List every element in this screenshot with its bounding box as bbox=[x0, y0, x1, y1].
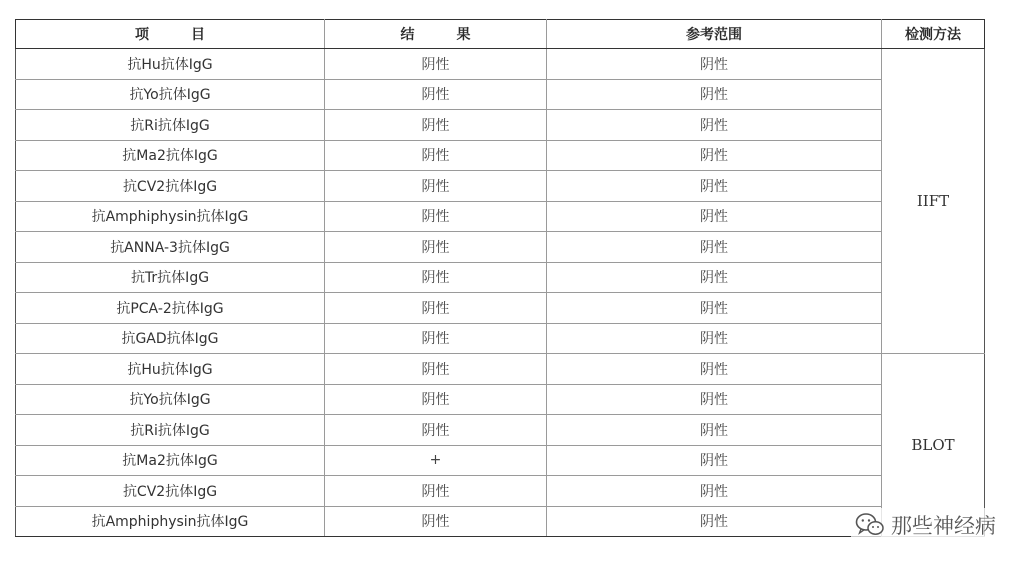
reference-cell: 阴性 bbox=[547, 506, 882, 537]
header-row bbox=[16, 20, 985, 49]
item-cell: 抗GAD抗体IgG bbox=[16, 323, 325, 354]
table-row bbox=[16, 79, 985, 110]
result-cell: 阴性 bbox=[325, 476, 547, 507]
reference-cell: 阴性 bbox=[547, 262, 882, 293]
table-row bbox=[16, 384, 985, 415]
reference-cell: 阴性 bbox=[547, 415, 882, 446]
header-result: 结 果 bbox=[325, 20, 547, 49]
result-cell: 阴性 bbox=[325, 140, 547, 171]
reference-cell: 阴性 bbox=[547, 476, 882, 507]
table-row bbox=[16, 506, 985, 537]
reference-cell: 阴性 bbox=[547, 49, 882, 80]
watermark bbox=[851, 508, 1000, 542]
table-row bbox=[16, 476, 985, 507]
reference-cell: 阴性 bbox=[547, 445, 882, 476]
reference-cell: 阴性 bbox=[547, 171, 882, 202]
result-cell: 阴性 bbox=[325, 293, 547, 324]
table-row bbox=[16, 110, 985, 141]
table-row bbox=[16, 445, 985, 476]
item-cell: 抗Ri抗体IgG bbox=[16, 415, 325, 446]
item-cell: 抗Yo抗体IgG bbox=[16, 384, 325, 415]
result-cell: 阴性 bbox=[325, 415, 547, 446]
item-cell: 抗Ma2抗体IgG bbox=[16, 140, 325, 171]
reference-cell: 阴性 bbox=[547, 354, 882, 385]
report-table bbox=[15, 19, 985, 537]
result-cell: + bbox=[325, 445, 547, 476]
table-row bbox=[16, 232, 985, 263]
item-cell: 抗Ri抗体IgG bbox=[16, 110, 325, 141]
item-cell: 抗Amphiphysin抗体IgG bbox=[16, 506, 325, 537]
result-cell: 阴性 bbox=[325, 110, 547, 141]
wechat-icon bbox=[855, 512, 885, 538]
watermark-text: 那些神经病 bbox=[891, 514, 996, 538]
reference-cell: 阴性 bbox=[547, 384, 882, 415]
reference-cell: 阴性 bbox=[547, 110, 882, 141]
result-cell: 阴性 bbox=[325, 506, 547, 537]
result-cell: 阴性 bbox=[325, 79, 547, 110]
table-row bbox=[16, 201, 985, 232]
result-cell: 阴性 bbox=[325, 384, 547, 415]
item-cell: 抗PCA-2抗体IgG bbox=[16, 293, 325, 324]
table-row bbox=[16, 262, 985, 293]
reference-cell: 阴性 bbox=[547, 323, 882, 354]
result-cell: 阴性 bbox=[325, 354, 547, 385]
result-cell: 阴性 bbox=[325, 171, 547, 202]
table-row bbox=[16, 49, 985, 80]
result-cell: 阴性 bbox=[325, 201, 547, 232]
table-row bbox=[16, 415, 985, 446]
table-row bbox=[16, 293, 985, 324]
item-cell: 抗Tr抗体IgG bbox=[16, 262, 325, 293]
item-cell: 抗CV2抗体IgG bbox=[16, 171, 325, 202]
result-cell: 阴性 bbox=[325, 262, 547, 293]
method-cell: BLOT bbox=[882, 354, 985, 537]
reference-cell: 阴性 bbox=[547, 232, 882, 263]
item-cell: 抗ANNA-3抗体IgG bbox=[16, 232, 325, 263]
reference-cell: 阴性 bbox=[547, 201, 882, 232]
table-body bbox=[16, 49, 985, 537]
header-item: 项 目 bbox=[16, 20, 325, 49]
item-cell: 抗Yo抗体IgG bbox=[16, 79, 325, 110]
result-cell: 阴性 bbox=[325, 323, 547, 354]
table-row bbox=[16, 171, 985, 202]
table-row bbox=[16, 354, 985, 385]
reference-cell: 阴性 bbox=[547, 79, 882, 110]
item-cell: 抗Ma2抗体IgG bbox=[16, 445, 325, 476]
header-reference-range: 参考范围 bbox=[547, 20, 882, 49]
item-cell: 抗Amphiphysin抗体IgG bbox=[16, 201, 325, 232]
result-cell: 阴性 bbox=[325, 49, 547, 80]
item-cell: 抗CV2抗体IgG bbox=[16, 476, 325, 507]
method-cell: IIFT bbox=[882, 49, 985, 354]
header-method: 检测方法 bbox=[882, 20, 985, 49]
result-cell: 阴性 bbox=[325, 232, 547, 263]
item-cell: 抗Hu抗体IgG bbox=[16, 354, 325, 385]
table-row bbox=[16, 323, 985, 354]
reference-cell: 阴性 bbox=[547, 140, 882, 171]
item-cell: 抗Hu抗体IgG bbox=[16, 49, 325, 80]
table-row bbox=[16, 140, 985, 171]
reference-cell: 阴性 bbox=[547, 293, 882, 324]
